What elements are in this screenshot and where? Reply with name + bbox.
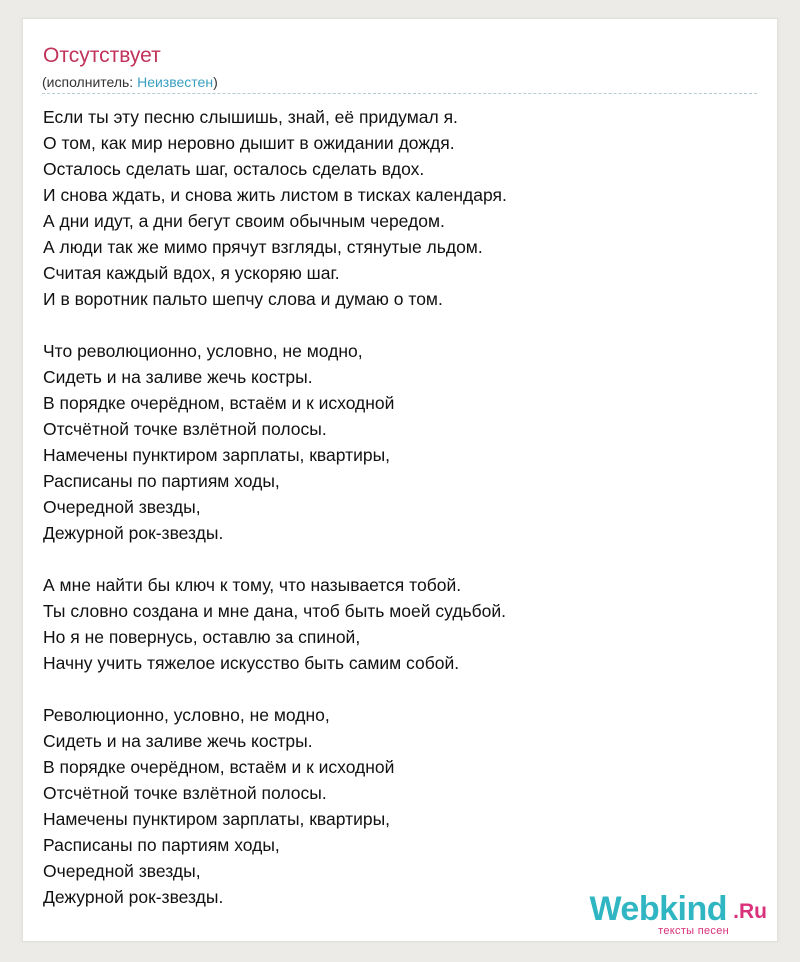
lyric-line: А люди так же мимо прячут взгляды, стянутые льдом. <box>43 237 483 257</box>
stanza-1 <box>43 104 763 312</box>
stanza-2 <box>43 338 763 546</box>
logo-domain-suffix: .Ru <box>733 900 767 923</box>
logo-tagline: тексты песен <box>658 925 729 937</box>
logo-wordmark: Webkind <box>589 890 727 928</box>
lyric-line: Намечены пунктиром зарплаты, квартиры, <box>43 809 391 829</box>
lyric-line: Что революционно, условно, не модно, <box>43 341 363 361</box>
lyric-line: В порядке очерёдном, встаём и к исходной <box>43 393 395 413</box>
artist-line <box>42 73 757 94</box>
artist-link[interactable]: Неизвестен <box>137 74 214 90</box>
lyric-line: Отсчётной точке взлётной полосы. <box>43 783 327 803</box>
lyric-line: Дежурной рок-звезды. <box>43 887 224 907</box>
artist-suffix: ) <box>213 74 218 90</box>
song-title: Отсутствует <box>43 44 161 67</box>
lyric-line: Революционно, условно, не модно, <box>43 705 330 725</box>
site-logo[interactable] <box>571 891 771 937</box>
lyrics-card <box>22 18 778 942</box>
stanza-4 <box>43 702 763 910</box>
lyric-line: Но я не повернусь, оставлю за спиной, <box>43 627 361 647</box>
lyric-line: Дежурной рок-звезды. <box>43 523 224 543</box>
lyric-line: Очередной звезды, <box>43 861 201 881</box>
lyric-line: Отсчётной точке взлётной полосы. <box>43 419 327 439</box>
lyric-line: Начну учить тяжелое искусство быть самим собой. <box>43 653 460 673</box>
lyrics-text <box>43 104 763 936</box>
lyric-line: Намечены пунктиром зарплаты, квартиры, <box>43 445 391 465</box>
lyric-line: Расписаны по партиям ходы, <box>43 835 280 855</box>
lyric-line: Сидеть и на заливе жечь костры. <box>43 367 313 387</box>
lyric-line: О том, как мир неровно дышит в ожидании дождя. <box>43 133 455 153</box>
lyric-line: А дни идут, а дни бегут своим обычным чередом. <box>43 211 445 231</box>
artist-prefix: (исполнитель: <box>42 74 138 90</box>
stanza-3 <box>43 572 763 676</box>
lyric-line: И снова ждать, и снова жить листом в тисках календаря. <box>43 185 507 205</box>
lyric-line: Если ты эту песню слышишь, знай, её придумал я. <box>43 107 458 127</box>
lyric-line: И в воротник пальто шепчу слова и думаю о том. <box>43 289 443 309</box>
lyric-line: Расписаны по партиям ходы, <box>43 471 280 491</box>
lyric-line: Сидеть и на заливе жечь костры. <box>43 731 313 751</box>
lyric-line: Очередной звезды, <box>43 497 201 517</box>
lyric-line: В порядке очерёдном, встаём и к исходной <box>43 757 395 777</box>
lyric-line: Осталось сделать шаг, осталось сделать вдох. <box>43 159 425 179</box>
lyric-line: Ты словно создана и мне дана, чтоб быть моей судьбой. <box>43 601 507 621</box>
lyric-line: А мне найти бы ключ к тому, что называется тобой. <box>43 575 462 595</box>
lyric-line: Считая каждый вдох, я ускоряю шаг. <box>43 263 340 283</box>
